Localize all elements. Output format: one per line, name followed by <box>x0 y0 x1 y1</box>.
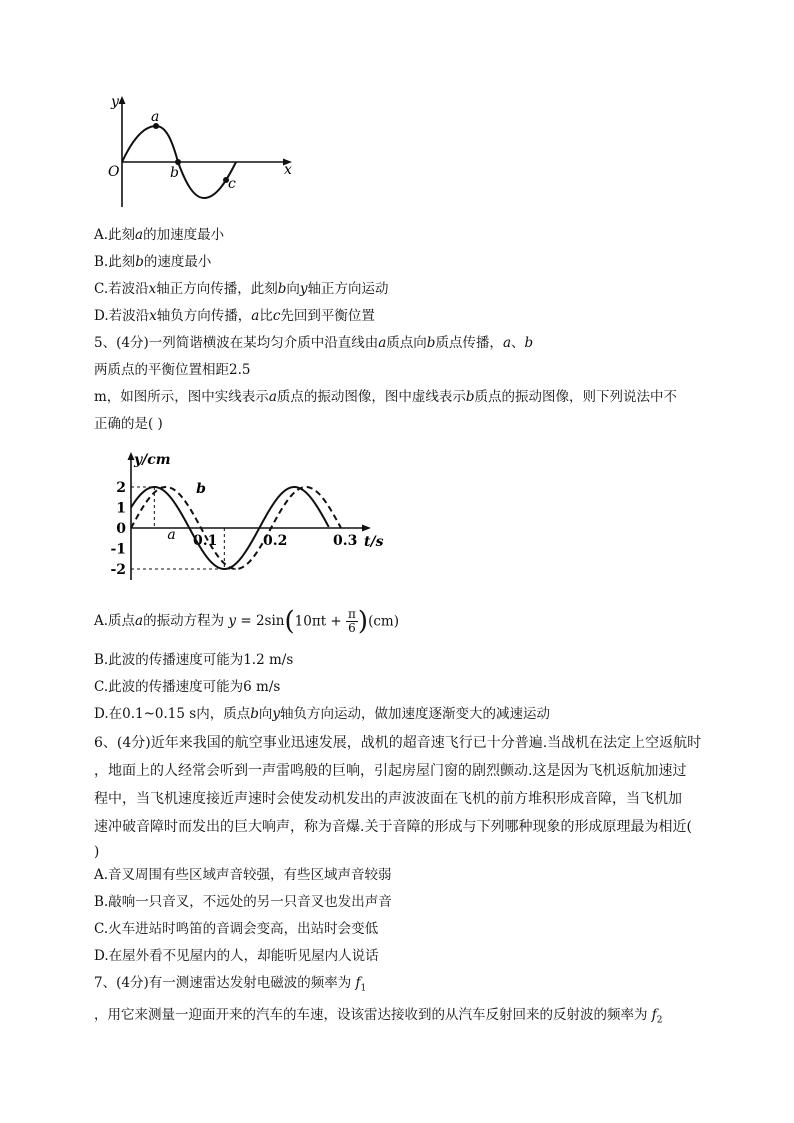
q4-option-b: B.此刻b的速度最小 <box>94 254 212 270</box>
y-tick-label: -1 <box>110 541 126 558</box>
left-paren: ( <box>284 606 295 637</box>
y-axis-label: y <box>111 94 119 110</box>
q5-stem-line-2: 两质点的平衡位置相距2.5 <box>94 362 251 378</box>
q6-option-a: A.音叉周围有些区域声音较强，有些区域声音较弱 <box>94 867 392 883</box>
q6-option-b: B.敲响一只音叉，不远处的另一只音叉也发出声音 <box>94 894 392 910</box>
series-b-label: b <box>196 481 206 498</box>
wave-snapshot-figure <box>100 92 300 212</box>
series-a-label: a <box>167 527 176 544</box>
x-tick-label: 0.1 <box>193 533 218 549</box>
chart-x-axis-label: t/s <box>364 534 384 550</box>
q5-stem-line-3: m，如图所示，图中实线表示a质点的振动图像，图中虚线表示b质点的振动图像，则下列说法中不 <box>94 389 678 405</box>
q6-option-c: C.火车进站时鸣笛的音调会变高，出站时会变低 <box>94 921 379 937</box>
x-axis-label: x <box>284 162 292 178</box>
y-axis-arrow <box>119 96 126 104</box>
q4-option-a: A.此刻a的加速度最小 <box>94 227 225 243</box>
q6-stem-line-2: ，地面上的人经常会听到一声雷鸣般的巨响，引起房屋门窗的剧烈颤动.这是因为飞机返航加速过 <box>94 763 687 779</box>
q5-option-d: D.在0.1~0.15 s内，质点b向y轴负方向运动，做加速度逐渐变大的减速运动 <box>94 706 550 722</box>
q6-stem-line-1: 6、(4分)近年来我国的航空事业迅速发展，战机的超音速飞行已十分普遍.当战机在法定上空返航时 <box>94 735 702 751</box>
y-tick-label: 1 <box>116 500 126 517</box>
q6-stem-line-4: 速冲破音障时而发出的巨大响声，称为音爆.关于音障的形成与下列哪种现象的形成原理最为相近( <box>94 819 692 835</box>
chart-y-axis-label: y/cm <box>134 452 171 468</box>
fraction: $\frac{\pi}{6}$ <box>348 607 356 635</box>
vibration-graph-chart <box>106 446 396 586</box>
point-c-label: c <box>228 176 236 192</box>
q6-stem-line-5: ) <box>94 844 100 860</box>
chart-marks <box>110 480 357 578</box>
x-tick-label: 0.2 <box>263 533 288 549</box>
point-b-label: b <box>170 165 179 181</box>
right-paren: ) <box>357 606 369 637</box>
q6-stem-line-3: 程中，当飞机速度接近声速时会使发动机发出的声波波面在飞机的前方堆积形成音障，当飞机加 <box>94 791 682 807</box>
y-tick-label: 0 <box>116 521 126 537</box>
q5-option-b: B.此波的传播速度可能为1.2 m/s <box>94 652 294 668</box>
y-tick-label: -2 <box>110 562 126 578</box>
origin-label: O <box>108 164 120 180</box>
y-tick-label: 2 <box>116 480 126 496</box>
q6-option-d: D.在屋外看不见屋内的人，却能听见屋内人说话 <box>94 948 379 964</box>
q7-stem-line-2: ，用它来测量一迎面开来的汽车的车速，设该雷达接收到的从汽车反射回来的反射波的频率为 $f_2$ <box>94 1007 663 1026</box>
q5-stem-line-4: 正确的是( ) <box>94 416 163 432</box>
point-a-label: a <box>151 109 160 125</box>
q5-stem-line-1: 5、(4分)一列简谐横波在某均匀介质中沿直线由a质点向b质点传播，a、b <box>94 335 534 351</box>
q4-option-c: C.若波沿x轴正方向传播，此刻b向y轴正方向运动 <box>94 281 389 297</box>
q4-option-d: D.若波沿x轴负方向传播，a比c先回到平衡位置 <box>94 308 375 324</box>
chart-x-axis-arrow <box>362 525 371 532</box>
x-tick-label: 0.3 <box>333 533 358 549</box>
vibration-equation: y = 2sin(10πt + $\frac{\pi}{6}$ )(cm) <box>228 606 399 637</box>
q7-stem-line-1: 7、(4分)有一测速雷达发射电磁波的频率为 $f_1$ <box>94 975 367 994</box>
q5-option-a: A.质点a的振动方程为 y = 2sin(10πt + $\frac{\pi}{6}$ )(cm) <box>94 606 399 637</box>
q5-option-c: C.此波的传播速度可能为6 m/s <box>94 679 281 695</box>
